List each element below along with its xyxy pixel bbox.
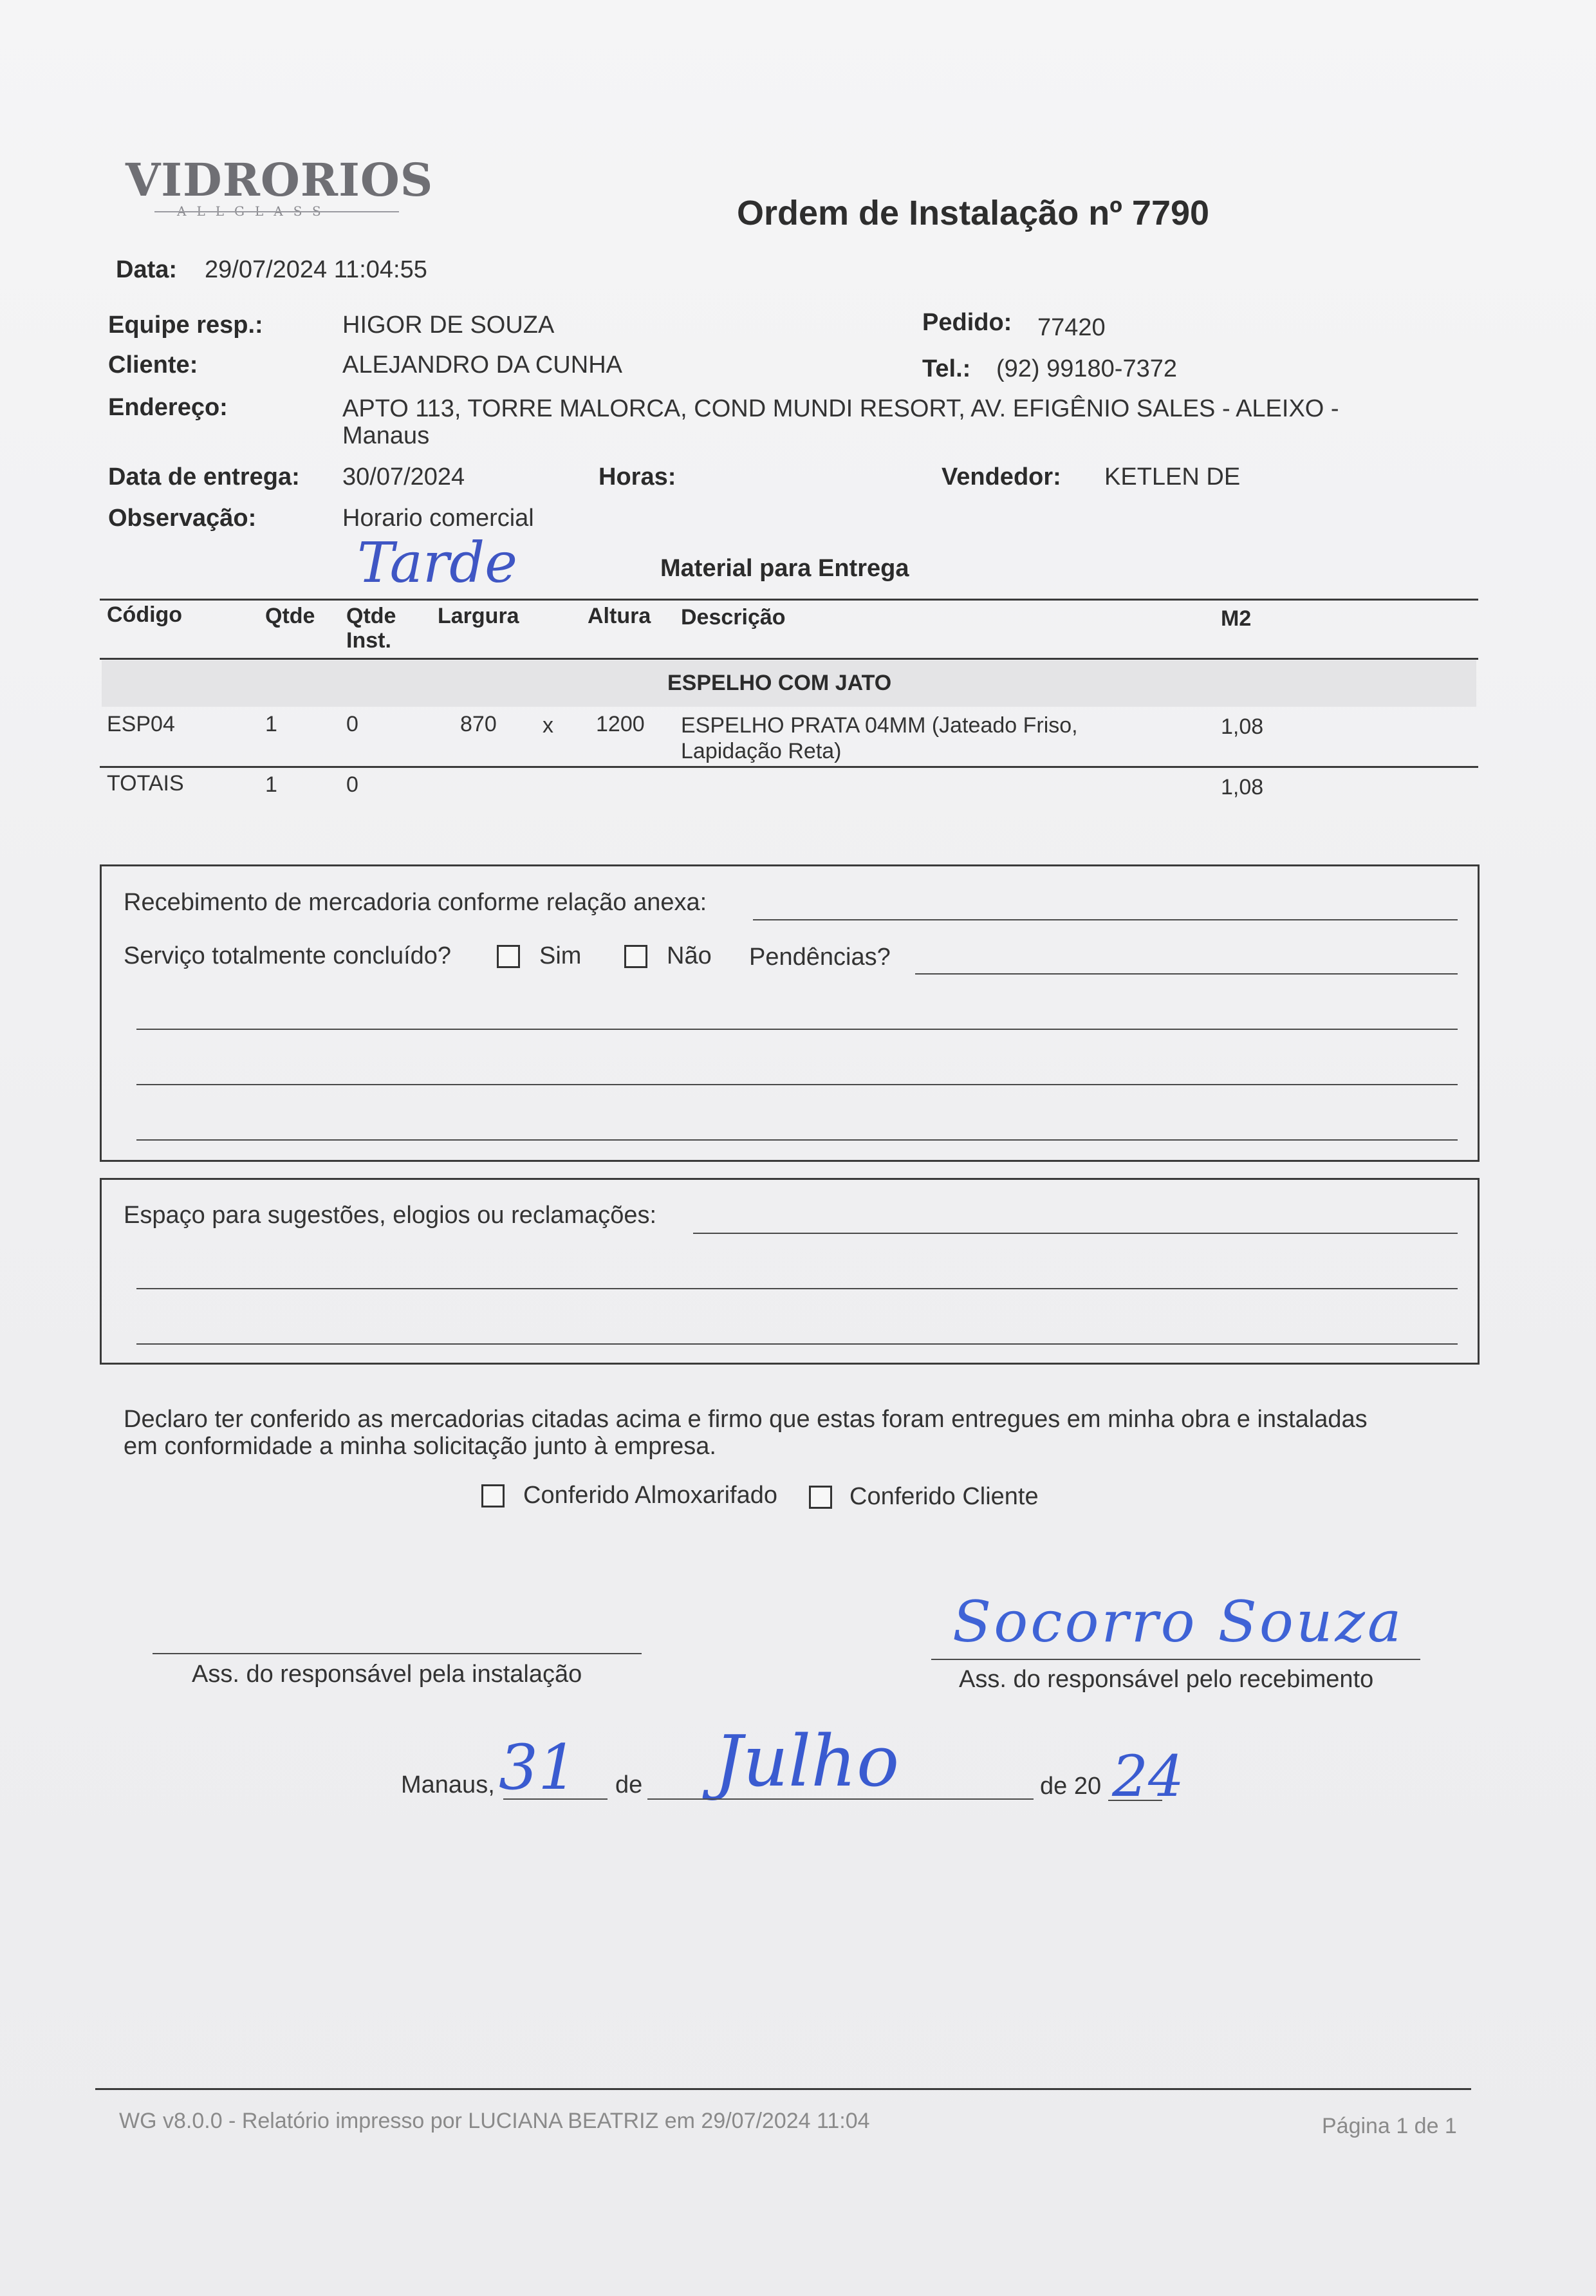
day-line[interactable] (503, 1798, 608, 1800)
totals-qtde-inst: 0 (346, 772, 358, 797)
equipe-value: HIGOR DE SOUZA (342, 312, 555, 339)
declaration-line-2: em conformidade a minha solicitação junto à empresa. (124, 1433, 716, 1460)
pedido-value: 77420 (1037, 314, 1106, 341)
header-codigo: Código (107, 602, 183, 627)
row-qtde-inst: 0 (346, 712, 358, 736)
sim-checkbox[interactable] (497, 945, 520, 968)
pendencias-line[interactable] (915, 973, 1458, 975)
signature-line-recebimento[interactable] (931, 1659, 1420, 1660)
recebimento-label: Recebimento de mercadoria conforme relação anexa: (124, 889, 707, 916)
conferido-cliente-label: Conferido Cliente (849, 1483, 1039, 1510)
row-x: x (543, 713, 553, 738)
conferido-almox-checkbox[interactable] (481, 1484, 505, 1507)
totals-label: TOTAIS (107, 771, 184, 796)
row-codigo: ESP04 (107, 712, 175, 736)
totals-qtde: 1 (265, 772, 277, 797)
handwritten-note: Tarde (357, 531, 518, 595)
company-logo (125, 153, 433, 207)
header-bottom-rule (100, 658, 1478, 660)
totals-top-rule (100, 766, 1478, 768)
year-line[interactable] (1108, 1800, 1162, 1801)
receipt-line-2[interactable] (136, 1084, 1458, 1085)
tel-label: Tel.: (922, 355, 971, 382)
header-qtde-inst-2: Inst. (346, 628, 391, 653)
conferido-cliente-checkbox[interactable] (809, 1486, 832, 1509)
footer-left: WG v8.0.0 - Relatório impresso por LUCIANA BEATRIZ em 29/07/2024 11:04 (119, 2109, 870, 2133)
page-title: Ordem de Instalação nº 7790 (737, 194, 1210, 232)
date-label: Data: (116, 256, 178, 283)
row-qtde: 1 (265, 712, 277, 736)
de-label-1: de (615, 1771, 643, 1798)
handwritten-day: 31 (499, 1731, 578, 1804)
suggestions-line-1[interactable] (693, 1233, 1458, 1234)
endereco-label: Endereço: (108, 394, 228, 421)
obs-label: Observação: (108, 505, 257, 532)
row-largura: 870 (460, 712, 497, 736)
handwritten-month: Julho (714, 1720, 900, 1802)
row-descricao-2: Lapidação Reta) (681, 739, 842, 763)
suggestions-line-3[interactable] (136, 1343, 1458, 1345)
cliente-label: Cliente: (108, 351, 198, 378)
horas-label: Horas: (598, 463, 676, 490)
equipe-label: Equipe resp.: (108, 312, 263, 339)
row-m2: 1,08 (1221, 714, 1264, 739)
cliente-value: ALEJANDRO DA CUNHA (342, 351, 622, 378)
section-title: Material para Entrega (660, 555, 909, 582)
header-m2: M2 (1221, 606, 1252, 631)
pendencias-label: Pendências? (749, 944, 891, 971)
date-value: 29/07/2024 11:04:55 (205, 256, 427, 283)
de-label-2: de 20 (1040, 1773, 1102, 1800)
header-qtde: Qtde (265, 604, 315, 628)
tel-value: (92) 99180-7372 (996, 355, 1177, 382)
group-title: ESPELHO COM JATO (667, 671, 892, 695)
logo-subtitle: ALLGLASS (177, 203, 331, 219)
table-top-rule (100, 599, 1478, 601)
suggestions-line-2[interactable] (136, 1288, 1458, 1289)
sim-label: Sim (539, 942, 582, 969)
servico-label: Serviço totalmente concluído? (124, 942, 452, 969)
recebimento-line[interactable] (753, 919, 1458, 920)
vendedor-label: Vendedor: (942, 463, 1061, 490)
city-label: Manaus, (401, 1771, 495, 1798)
footer-rule (95, 2088, 1471, 2090)
totals-m2: 1,08 (1221, 775, 1264, 799)
endereco-line2: Manaus (342, 422, 430, 449)
signature-label-instalacao: Ass. do responsável pela instalação (192, 1661, 582, 1688)
receipt-line-1[interactable] (136, 1029, 1458, 1030)
signature-label-recebimento: Ass. do responsável pelo recebimento (959, 1666, 1374, 1693)
row-altura: 1200 (596, 712, 645, 736)
logo-underline (154, 211, 399, 212)
declaration-line-1: Declaro ter conferido as mercadorias citadas acima e firmo que estas foram entregues em minha obra e instaladas (124, 1406, 1368, 1433)
header-descricao: Descrição (681, 605, 786, 630)
receipt-line-3[interactable] (136, 1139, 1458, 1141)
suggestions-label: Espaço para sugestões, elogios ou reclamações: (124, 1202, 657, 1229)
conferido-almox-label: Conferido Almoxarifado (523, 1482, 777, 1509)
header-largura: Largura (438, 604, 519, 628)
row-descricao-1: ESPELHO PRATA 04MM (Jateado Friso, (681, 713, 1078, 738)
entrega-value: 30/07/2024 (342, 463, 465, 490)
month-line[interactable] (647, 1798, 1034, 1800)
header-altura: Altura (588, 604, 651, 628)
footer-right: Página 1 de 1 (1322, 2114, 1457, 2138)
endereco-line1: APTO 113, TORRE MALORCA, COND MUNDI RESORT, AV. EFIGÊNIO SALES - ALEIXO - (342, 395, 1339, 422)
logo-text: VIDRORIOS (125, 153, 434, 207)
entrega-label: Data de entrega: (108, 463, 300, 490)
vendedor-value: KETLEN DE (1104, 463, 1241, 490)
nao-checkbox[interactable] (624, 945, 647, 968)
header-qtde-inst-1: Qtde (346, 604, 396, 628)
nao-label: Não (667, 942, 712, 969)
handwritten-year: 24 (1112, 1743, 1184, 1809)
obs-value: Horario comercial (342, 505, 534, 532)
handwritten-signature: Socorro Souza (952, 1589, 1404, 1655)
pedido-label: Pedido: (922, 309, 1012, 336)
signature-line-instalacao[interactable] (153, 1653, 642, 1654)
